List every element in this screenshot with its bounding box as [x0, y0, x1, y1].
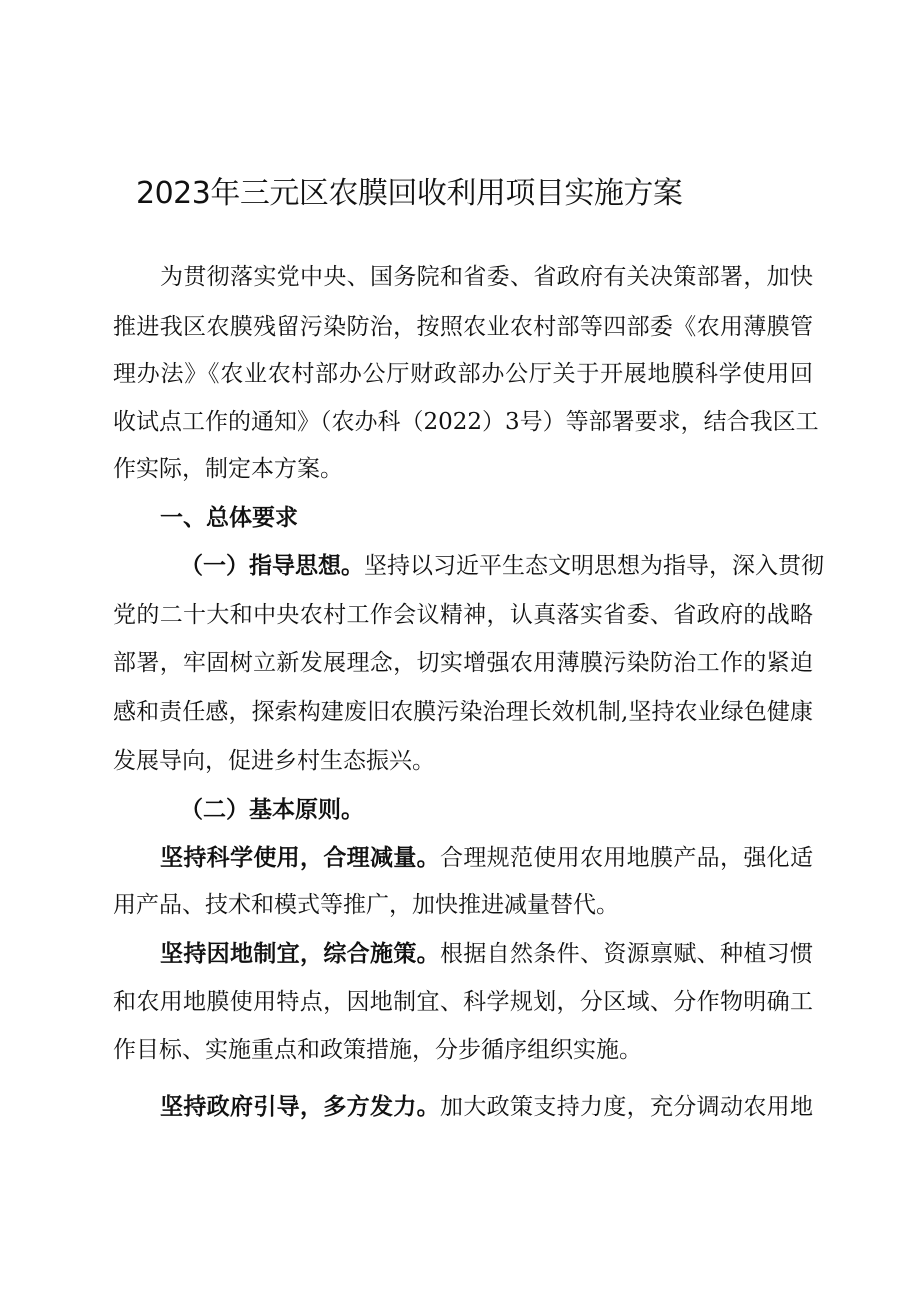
- section-heading-general-requirements: 一、总体要求: [160, 504, 298, 531]
- intro-line-1: 为贯彻落实党中央、国务院和省委、省政府有关决策部署，加快: [160, 264, 813, 290]
- guiding-thought-line-2: 党的二十大和中央农村工作会议精神，认真落实省委、省政府的战略: [113, 602, 813, 628]
- guiding-thought-line-1: [180, 551, 824, 581]
- principle-3-text: 加大政策支持力度，充分调动农用地: [440, 1094, 814, 1120]
- principle-1-line-1: [160, 843, 813, 873]
- principle-2-text: 根据自然条件、资源禀赋、种植习惯: [440, 941, 814, 967]
- principle-1-line-2: 用产品、技术和模式等推广，加快推进减量替代。: [113, 892, 619, 918]
- principle-2-label: 坚持因地制宜，综合施策。: [160, 940, 440, 967]
- principle-2-line-3: 作目标、实施重点和政策措施，分步循序组织实施。: [113, 1037, 642, 1063]
- intro-line-4: 收试点工作的通知》（农办科（2022）3号）等部署要求，结合我区工: [113, 409, 819, 435]
- intro-line-3: 理办法》《农业农村部办公厅财政部办公厅关于开展地膜科学使用回: [113, 361, 813, 387]
- principle-1-label: 坚持科学使用，合理减量。: [160, 844, 440, 871]
- principle-1-text: 合理规范使用农用地膜产品，强化适: [440, 845, 814, 871]
- principle-2-line-2: 和农用地膜使用特点，因地制宜、科学规划，分区域、分作物明确工: [113, 989, 813, 1015]
- intro-line-5: 作实际，制定本方案。: [113, 456, 343, 482]
- guiding-thought-label: （一）指导思想。: [180, 552, 364, 579]
- guiding-thought-line-4: 感和责任感，探索构建废旧农膜污染治理长效机制,坚持农业绿色健康: [113, 699, 813, 725]
- section-heading-basic-principles: （二）基本原则。: [180, 796, 364, 823]
- guiding-thought-line-5: 发展导向，促进乡村生态振兴。: [113, 748, 435, 774]
- guiding-thought-line-3: 部署，牢固树立新发展理念，切实增强农用薄膜污染防治工作的紧迫: [113, 650, 813, 676]
- principle-3-line-1: [160, 1092, 813, 1122]
- guiding-thought-text: 坚持以习近平生态文明思想为指导，深入贯彻: [364, 553, 824, 579]
- principle-2-line-1: [160, 939, 813, 969]
- intro-line-2: 推进我区农膜残留污染防治，按照农业农村部等四部委《农用薄膜管: [113, 314, 813, 340]
- document-title: 2023年三元区农膜回收利用项目实施方案: [136, 176, 683, 211]
- principle-3-label: 坚持政府引导，多方发力。: [160, 1093, 440, 1120]
